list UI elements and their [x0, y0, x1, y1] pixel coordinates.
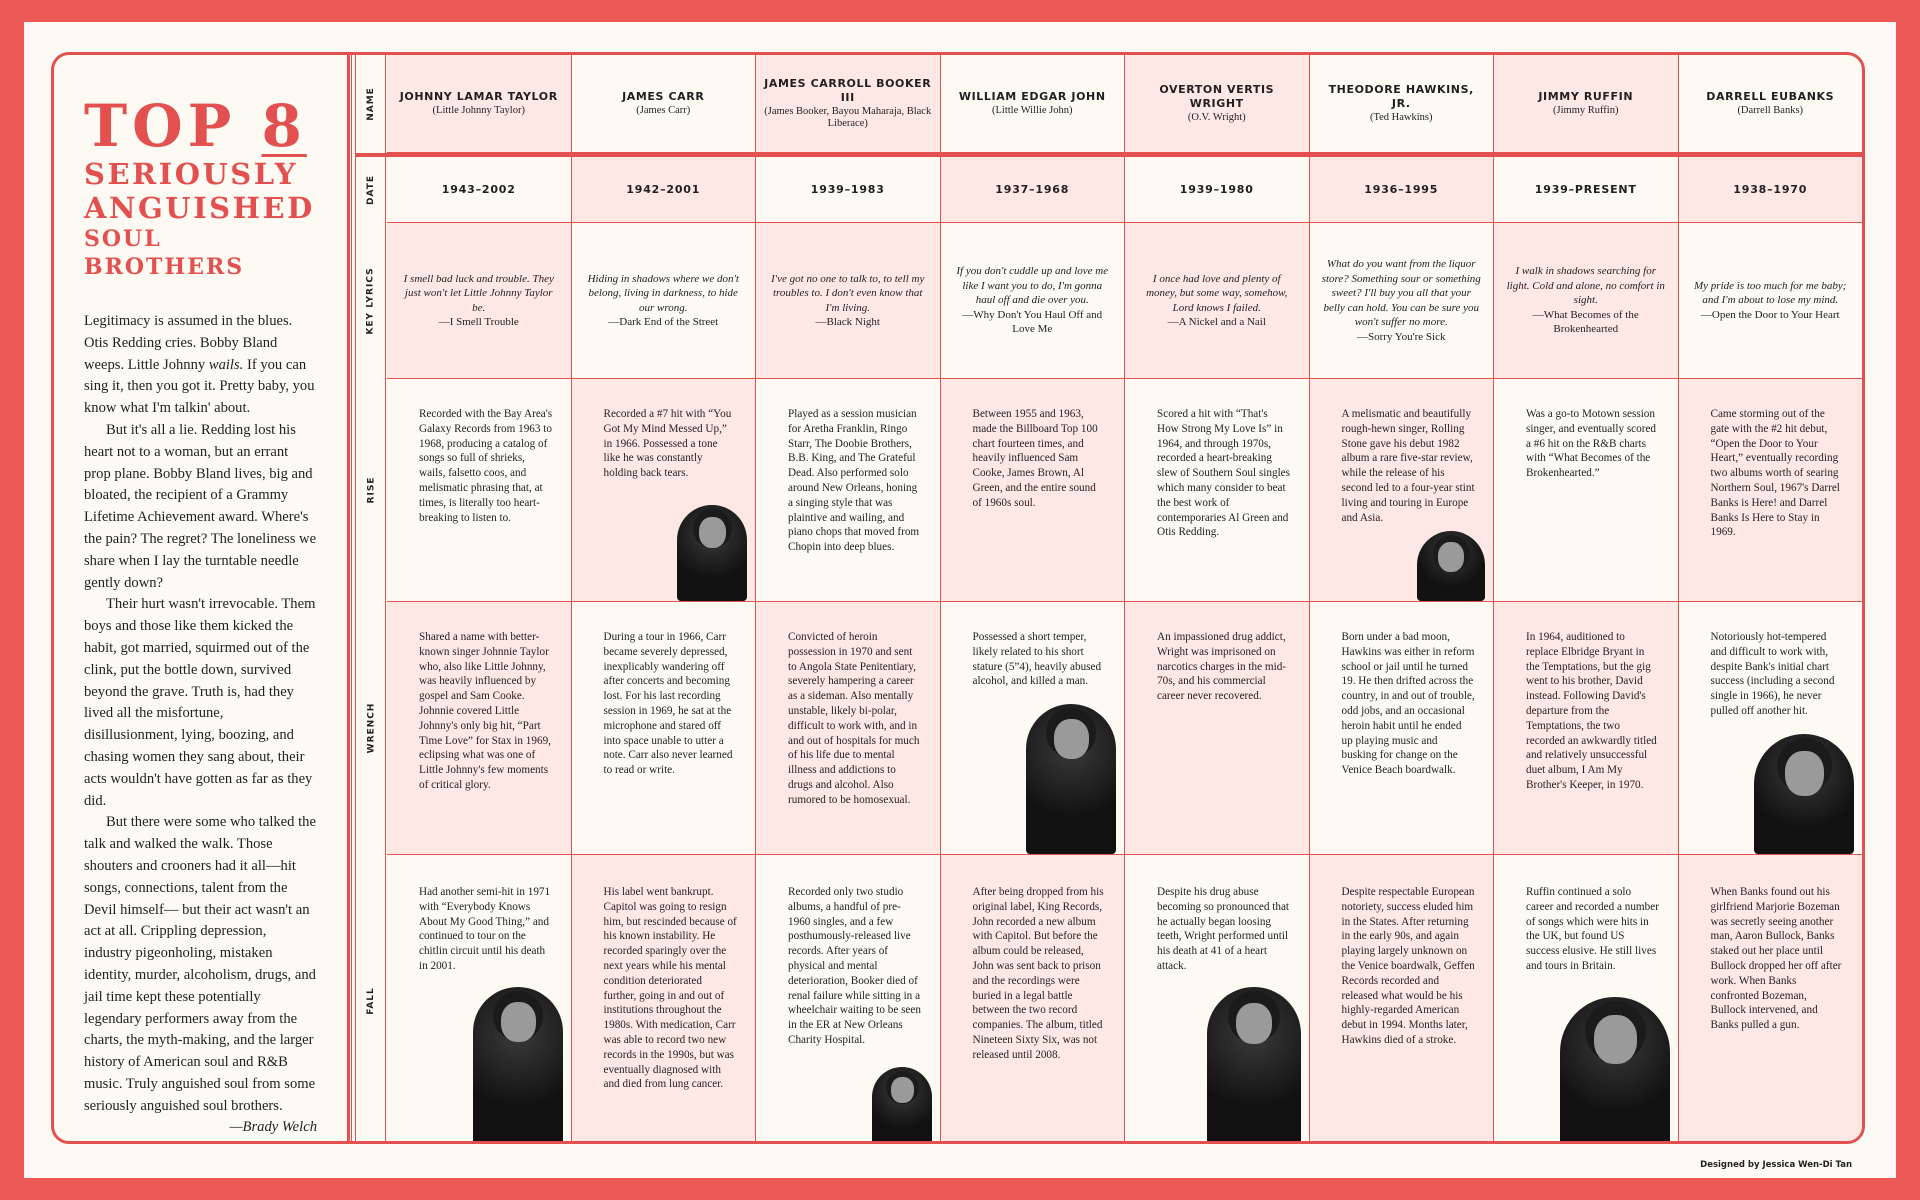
song-title: —A Nickel and a Nail — [1167, 316, 1266, 328]
song-title: —Open the Door to Your Heart — [1700, 308, 1840, 321]
rise-cell: Was a go-to Motown session singer, and eventually scored a #6 hit on the R&B charts with “What Becomes of the Brokenhearted.” — [1494, 379, 1678, 602]
intro-p1-em: wails. — [208, 356, 244, 373]
wrench-cell: Possessed a short temper, likely related to his short stature (5”4), heavily abused alcohol, and killed a man. — [941, 602, 1125, 855]
row-label-rise: RISE — [365, 476, 376, 504]
artist-column-4 — [941, 55, 1126, 1141]
artist-portrait-photo — [677, 505, 747, 601]
intro-paragraph-4 — [84, 812, 317, 1136]
wrench-cell: In 1964, auditioned to replace Elbridge Bryant in the Temptations, but the gig went to his brother, David instead. Following David's departure from the Temptations, the two recorded an awkwardly titled and relatively unsuccessful duet album, I Am My Brother's Keeper, in 1970. — [1494, 602, 1678, 855]
portrait-face-icon — [1785, 751, 1824, 796]
row-label-column — [356, 55, 386, 1141]
artist-column-8 — [1679, 55, 1863, 1141]
row-label-date: DATE — [366, 174, 376, 205]
artist-name: JIMMY RUFFIN — [1538, 89, 1634, 103]
intro-paragraph-2: But it's all a lie. Redding lost his heart not to a woman, but an errant prop plane. Bobby Bland lives, big and bloated, the recipient of a Grammy Lifetime Achievement award. Where's the pain? The regret? The loneliness we share when I lay the turntable needle gently down? — [84, 421, 317, 591]
portrait-face-icon — [1438, 542, 1464, 572]
portrait-face-icon — [891, 1077, 914, 1103]
song-title: —I Smell Trouble — [438, 316, 519, 328]
title-line-soul-brothers: SOUL BROTHERS — [84, 226, 245, 280]
intro-text — [84, 311, 317, 1136]
artist-column-6 — [1310, 55, 1495, 1141]
artist-name: JAMES CARR — [622, 89, 705, 103]
artist-aka: (Ted Hawkins) — [1369, 111, 1433, 123]
name-cell — [572, 55, 756, 153]
artist-name: WILLIAM EDGAR JOHN — [958, 89, 1106, 103]
date-cell: 1939–PRESENT — [1494, 157, 1678, 223]
artist-aka: (Darrell Banks) — [1737, 104, 1804, 116]
intro-column — [54, 55, 350, 1141]
lyrics-cell — [1494, 223, 1678, 379]
song-title: —Why Don't You Haul Off and Love Me — [962, 308, 1103, 336]
portrait-face-icon — [1594, 1015, 1637, 1064]
artist-name: JAMES CARROLL BOOKER III — [764, 76, 932, 104]
portrait-face-icon — [1236, 1003, 1272, 1044]
lyrics-cell — [1125, 223, 1309, 379]
artist-portrait-photo — [1207, 987, 1301, 1144]
song-title: —What Becomes of the Brokenhearted — [1532, 308, 1639, 336]
artist-portrait-photo — [1417, 531, 1485, 601]
artist-column-3 — [756, 55, 941, 1141]
rise-cell: Came storming out of the gate with the #2 hit debut, “Open the Door to Your Heart,” eventually recording two albums worth of searing Northern Soul, 1967's Darrel Banks is Here! and Darrel Banks Is Here to Stay in 1969. — [1679, 379, 1863, 602]
lyric-text: I walk in shadows searching for light. Cold and alone, no comfort in sight. — [1506, 265, 1665, 307]
intro-paragraph-3: Their hurt wasn't irrevocable. Them boys and those like them kicked the habit, got married, squirmed out of the clink, put the bottle down, survived beyond the grave. Truth is, had they lived all the misfortune, disillusionment, lying, boozing, and chasing women they sang about, their acts wouldn't have gotten as far as they did. — [84, 596, 316, 809]
date-cell: 1936–1995 — [1310, 157, 1494, 223]
row-label-fall: FALL — [366, 987, 376, 1015]
lyric-text: Hiding in shadows where we don't belong, living in darkness, to hide our wrong. — [587, 272, 739, 314]
fall-cell: Recorded only two studio albums, a handful of pre-1960 singles, and a few posthumously-released live records. After years of physical and mental deterioration, Booker died of renal failure while sitting in a wheelchair waiting to be seen in the ER at New Orleans Charity Hospital. — [756, 855, 940, 1144]
rise-cell: Recorded a #7 hit with “You Got My Mind Messed Up,” in 1966. Possessed a tone like he was constantly holding back tears. — [572, 379, 756, 602]
artist-aka: (James Carr) — [636, 104, 691, 116]
lyric-text: I smell bad luck and trouble. They just won't let Little Johnny Taylor be. — [403, 272, 554, 314]
portrait-face-icon — [699, 517, 726, 548]
designer-credit: Designed by Jessica Wen-Di Tan — [1700, 1160, 1852, 1170]
intro-p4: But there were some who talked the talk and walked the walk. Those shouters and crooners had it all—hit songs, connections, talent from the Devil himself— but their act wasn't an act at all. Crippling depression, industry pigeonholing, mistaken identity, murder, alcoholism, drugs, and jail time kept these potentially legendary performers away from the charts, the myth-making, and the larger history of American soul and R&B music. Truly anguished soul from some seriously anguished soul brothers. — [84, 814, 316, 1114]
date-cell: 1943–2002 — [387, 157, 571, 223]
date-cell: 1938–1970 — [1679, 157, 1863, 223]
artist-column-2 — [572, 55, 757, 1141]
wrench-cell: Born under a bad moon, Hawkins was either in reform school or jail until he turned 19. He then drifted across the country, in and out of trouble, odd jobs, and an occasional heroin habit until he ended up playing music and busking for change on the Venice Beach boardwalk. — [1310, 602, 1494, 855]
artist-aka: (Little Willie John) — [992, 104, 1073, 116]
lyric-text: What do you want from the liquor store? Something sour or something sweet? I'll buy you all that your belly can hold. You can be sure you won't suffer no more. — [1321, 258, 1481, 328]
fall-cell: When Banks found out his girlfriend Marjorie Bozeman was secretly seeing another man, Aaron Bullock, Banks staked out her place until Bullock dropped her off after work. When Banks confronted Bozeman, Bullock intervened, and Banks pulled a gun. — [1679, 855, 1863, 1144]
lyrics-cell — [756, 223, 940, 379]
title-line-seriously: SERIOUSLY — [84, 157, 298, 191]
artist-column-5 — [1125, 55, 1310, 1141]
wrench-cell: Convicted of heroin possession in 1970 and sent to Angola State Penitentiary, severely hampering a career as a sideman. Also mentally unstable, likely bi-polar, difficult to work with, and in and out of hospitals for much of his life due to mental illness and addictions to drugs and alcohol. Also rumored to be homosexual. — [756, 602, 940, 855]
name-cell — [1125, 55, 1309, 153]
artist-portrait-photo — [872, 1067, 932, 1144]
name-cell — [941, 55, 1125, 153]
lyric-text: If you don't cuddle up and love me like I want you to do, I'm gonna haul off and die over you. — [956, 265, 1109, 307]
lyrics-cell — [1310, 223, 1494, 379]
header-rule — [356, 153, 1862, 157]
artist-name: OVERTON VERTIS WRIGHT — [1159, 82, 1275, 110]
row-label-wrench: WRENCH — [366, 702, 376, 754]
wrench-cell: Shared a name with better-known singer Johnnie Taylor who, also like Little Johnny, was heavily influenced by gospel and Sam Cooke. Johnnie covered Little Johnny's only big hit, “Part Time Love” for Stax in 1969, eclipsing what was one of Little Johnny's few moments of critical glory. — [387, 602, 571, 855]
artist-table — [356, 55, 1862, 1141]
artist-aka: (Little Johnny Taylor) — [432, 104, 525, 116]
fall-cell: Had another semi-hit in 1971 with “Everybody Knows About My Good Thing,” and continued to tour on the chitlin circuit until his death in 2001. — [387, 855, 571, 1144]
artist-columns — [387, 55, 1862, 1141]
title-number: 8 — [261, 92, 307, 160]
song-title: —Black Night — [815, 316, 880, 328]
artist-portrait-photo — [1026, 704, 1116, 854]
wrench-cell: Notoriously hot-tempered and difficult to work with, despite Bank's initial chart success (including a second single in 1966), he never pulled off another hit. — [1679, 602, 1863, 855]
wrench-cell: An impassioned drug addict, Wright was imprisoned on narcotics charges in the mid-70s, and his commercial career never recovered. — [1125, 602, 1309, 855]
fall-cell: After being dropped from his original label, King Records, John recorded a new album with Capitol. But before the album could be released, John was sent back to prison and the recordings were buried in a legal battle between the two record companies. The album, titled Nineteen Sixty Six, was not released until 2008. — [941, 855, 1125, 1144]
artist-column-1 — [387, 55, 572, 1141]
artist-name: THEODORE HAWKINS, JR. — [1328, 82, 1474, 110]
lyric-text: I've got no one to talk to, to tell my troubles to. I don't even know that I'm living. — [771, 272, 925, 314]
artist-portrait-photo — [1754, 734, 1854, 854]
fall-cell: Ruffin continued a solo career and recorded a number of songs which were hits in the UK, but found US success elusive. He still lives and tours in Britain. — [1494, 855, 1678, 1144]
intro-p1-a: Legitimacy is assumed in the blues. Otis Redding cries. Bobby Bland weeps. Little Johnny — [84, 313, 293, 373]
artist-aka: (O.V. Wright) — [1187, 111, 1246, 123]
row-label-key-lyrics: KEY LYRICS — [366, 266, 376, 335]
portrait-face-icon — [1054, 719, 1089, 759]
fall-cell: Despite respectable European notoriety, success eluded him in the States. After returning in the early 90s, and again playing largely unknown on the Venice boardwalk, Geffen Records recorded and released what would be his highly-regarded American debut in 1994. Months later, Hawkins died of a stroke. — [1310, 855, 1494, 1144]
lyrics-cell — [1679, 223, 1863, 379]
date-cell: 1939–1983 — [756, 157, 940, 223]
name-cell — [1494, 55, 1678, 153]
artist-aka: (Jimmy Ruffin) — [1553, 104, 1619, 116]
title-top8 — [84, 92, 317, 160]
poster-frame — [51, 52, 1865, 1144]
intro-paragraph-1 — [84, 311, 317, 420]
date-cell: 1937–1968 — [941, 157, 1125, 223]
title-line-anguished: ANGUISHED — [84, 191, 315, 225]
song-title: —Dark End of the Street — [608, 316, 719, 328]
lyrics-cell — [941, 223, 1125, 379]
rise-cell: Recorded with the Bay Area's Galaxy Records from 1963 to 1968, producing a catalog of songs so full of shrieks, wails, falsetto coos, and melismatic phrasing that, at times, is literally too heart-breaking to listen to. — [387, 379, 571, 602]
artist-portrait-photo — [473, 987, 563, 1144]
song-title: —Sorry You're Sick — [1357, 330, 1446, 343]
artist-aka: (James Booker, Bayou Maharaja, Black Liberace) — [764, 105, 932, 129]
artist-column-7 — [1494, 55, 1679, 1141]
name-cell — [1310, 55, 1494, 153]
lyrics-cell — [387, 223, 571, 379]
intro-author: —Brady Welch — [229, 1119, 317, 1136]
artist-name: DARRELL EUBANKS — [1706, 89, 1835, 103]
name-cell — [1679, 55, 1863, 153]
lyric-text: I once had love and plenty of money, but some way, somehow, Lord knows I failed. — [1146, 272, 1288, 314]
portrait-face-icon — [501, 1002, 536, 1042]
lyrics-cell — [572, 223, 756, 379]
lyric-text: My pride is too much for me baby; and I'm about to lose my mind. — [1694, 279, 1847, 307]
name-cell — [756, 55, 940, 153]
row-label-name: NAME — [366, 87, 377, 121]
artist-portrait-photo — [1560, 997, 1670, 1144]
artist-name: JOHNNY LAMAR TAYLOR — [399, 89, 558, 103]
rise-cell: Scored a hit with “That's How Strong My Love Is” in 1964, and through 1970s, recorded a heart-breaking slew of Southern Soul singles which many consider to beat the best work of contemporaries Al Green and Otis Redding. — [1125, 379, 1309, 602]
rise-cell: A melismatic and beautifully rough-hewn singer, Rolling Stone gave his debut 1982 album a rare five-star review, while the release of his second led to a four-year stint living and touring in Europe and Asia. — [1310, 379, 1494, 602]
name-cell — [387, 55, 571, 153]
title-top-word: TOP — [84, 92, 237, 160]
date-cell: 1942–2001 — [572, 157, 756, 223]
date-cell: 1939–1980 — [1125, 157, 1309, 223]
rise-cell: Between 1955 and 1963, made the Billboard Top 100 chart fourteen times, and heavily influenced Sam Cooke, James Brown, Al Green, and the entire sound of 1960s soul. — [941, 379, 1125, 602]
fall-cell: Despite his drug abuse becoming so pronounced that he actually began loosing teeth, Wright performed until his death at 41 of a heart attack. — [1125, 855, 1309, 1144]
fall-cell: His label went bankrupt. Capitol was going to resign him, but rescinded because of his known instability. He recorded sparingly over the next years while his mental condition deteriorated further, going in and out of institutions throughout the 1980s. With medication, Carr was able to record two new records in the 1990s, but was eventually diagnosed with and died from lung cancer. — [572, 855, 756, 1144]
rise-cell: Played as a session musician for Aretha Franklin, Ringo Starr, The Doobie Brothers, B.B. King, and The Grateful Dead. Also performed solo around New Orleans, honing a singing style that was plaintive and wailing, and piano chops that moved from Chopin into deep blues. — [756, 379, 940, 602]
intro-p1-b: If you can sing it, then you got it. Pretty baby, you know what I'm talkin' about. — [84, 356, 315, 417]
wrench-cell: During a tour in 1966, Carr became severely depressed, inexplicably wandering off after concerts and becoming lost. For his last recording session in 1969, he sat at the microphone and stared off into space unable to utter a note. Carr also never learned to read or write. — [572, 602, 756, 855]
poster — [24, 22, 1896, 1178]
